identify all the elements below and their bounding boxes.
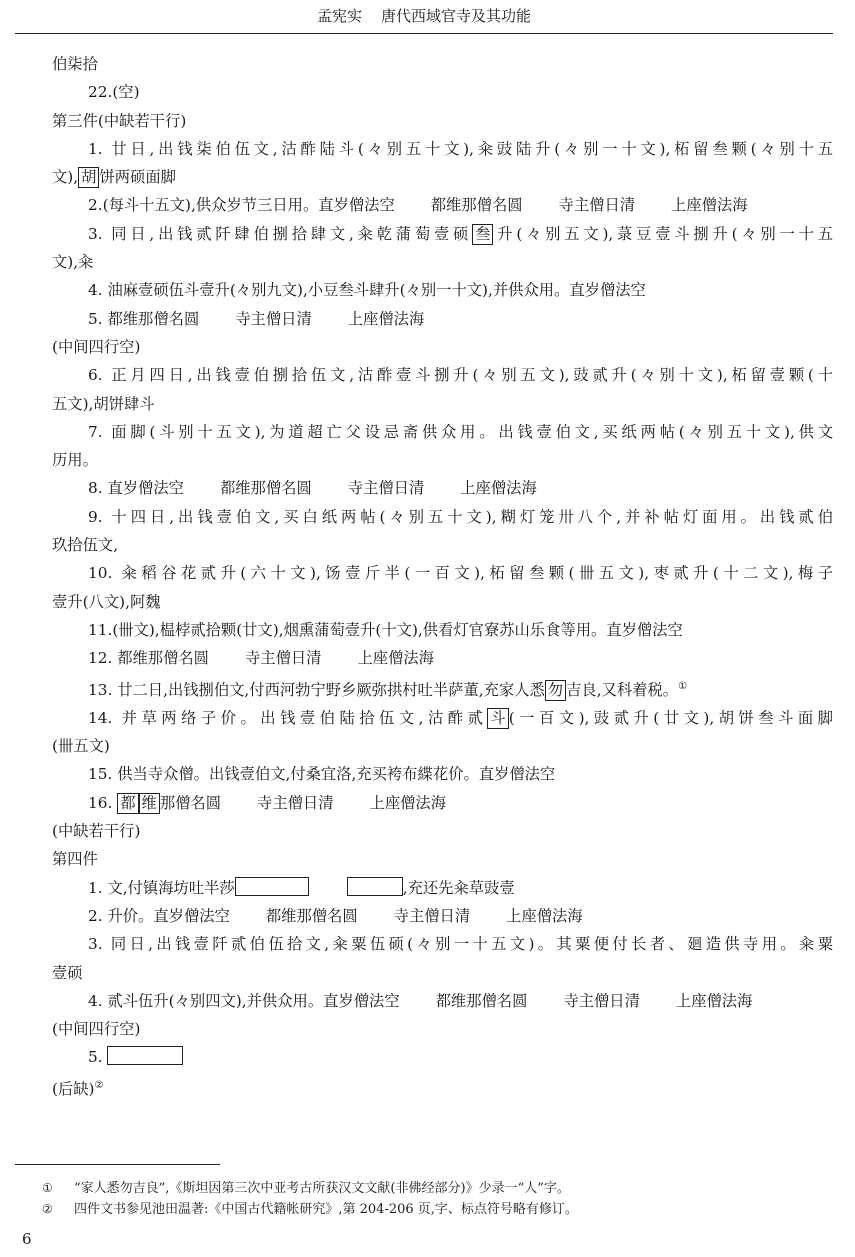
text-line: 五文),胡饼肆斗 — [52, 394, 155, 413]
text-segment: 13. 廿二日,出钱捌伯文,付西河勃宁野乡厥弥拱村吐半萨董,充家人悉 — [88, 680, 545, 699]
text-line — [52, 902, 833, 930]
text-line: 历用。 — [52, 451, 98, 470]
text-segment: 寺主僧日清 — [244, 649, 322, 668]
text-line — [52, 644, 833, 672]
text-line: (卌五文) — [52, 737, 110, 756]
text-segment: 都维那僧名圆 — [435, 991, 528, 1010]
text-segment: 寺主僧日清 — [393, 906, 471, 925]
text-segment: (后缺) — [52, 1079, 95, 1098]
text-line: 伯柒拾 — [52, 55, 98, 73]
text-line — [52, 163, 833, 191]
text-line: 9. 十四日,出钱壹伯文,买白纸两帖(々别五十文),糊灯笼卅八个,并补帖灯面用。出钱贰伯 — [88, 507, 833, 526]
text-line: 文),籴 — [52, 253, 94, 272]
header-title: 唐代西域官寺及其功能 — [381, 7, 532, 25]
text-line: 10. 籴稻谷花贰升(六十文),饧壹斤半(一百文),柘留叁颗(卌五文),枣贰升(十二文),梅子 — [88, 564, 833, 583]
text-segment: 吉良,又科着税。 — [566, 680, 679, 699]
section-heading: 第四件 — [52, 850, 98, 869]
text-segment: ,充还先籴草豉壹 — [402, 878, 515, 897]
text-line — [52, 704, 833, 732]
text-segment: 8. 直岁僧法空 — [88, 479, 184, 498]
text-line: (中间四行空) — [52, 1020, 141, 1039]
text-line: 玖拾伍文, — [52, 536, 119, 555]
text-line: (中缺若干行) — [52, 822, 141, 841]
text-line — [52, 673, 833, 704]
text-segment: 寺主僧日清 — [257, 793, 334, 812]
boxed-character: 斗 — [487, 708, 508, 729]
text-segment: 3. 同日,出钱贰阡肆伯捌拾肆文,籴乾蒲萄壹硕 — [88, 224, 473, 243]
text-segment: 上座僧法海 — [357, 649, 434, 668]
text-segment: 文), — [52, 168, 79, 187]
text-segment: 1. 文,付镇海坊吐半莎 — [88, 878, 235, 897]
text-line — [52, 1043, 833, 1071]
text-line — [52, 474, 833, 502]
text-segment: 上座僧法海 — [460, 479, 537, 498]
text-segment: 12. 都维那僧名圆 — [88, 649, 209, 668]
text-segment: 4. 贰斗伍升(々别四文),并供众用。直岁僧法空 — [88, 991, 400, 1010]
boxed-character: 叁 — [472, 224, 493, 245]
text-line — [52, 191, 833, 219]
header-author: 孟宪实 — [316, 7, 362, 25]
text-segment: 上座僧法海 — [671, 196, 748, 215]
text-segment: 都维那僧名圆 — [430, 196, 523, 215]
text-segment: 上座僧法海 — [347, 309, 425, 328]
text-line: 1. 廿日,出钱柒伯伍文,沽酢陆斗(々别五十文),籴豉陆升(々别一十文),柘留叁颗(々别十五 — [88, 139, 833, 158]
boxed-character: 都 — [117, 793, 138, 814]
footnote — [42, 1199, 833, 1220]
text-line — [52, 220, 833, 248]
text-line: 4. 油麻壹硕伍斗壹升(々别九文),小豆叁斗肆升(々别一十文),并供众用。直岁僧法空 — [88, 281, 646, 300]
footnote-text: 四件文书参见池田温著:《中国古代籍帐研究》,第 204-206 页,字、标点符号略有修订。 — [74, 1202, 578, 1217]
text-segment: 寺主僧日清 — [558, 196, 636, 215]
text-segment: 饼两硕面脚 — [99, 168, 176, 187]
text-line: 壹硕 — [52, 963, 83, 982]
text-segment: 升(々别五文),菉豆壹斗捌升(々别一十五 — [493, 224, 833, 243]
footnote-mark: ② — [42, 1202, 53, 1216]
footnote-ref: ② — [94, 1079, 104, 1091]
text-segment: 寺主僧日清 — [563, 991, 640, 1010]
footnote-mark: ① — [42, 1181, 53, 1195]
footnote — [42, 1178, 833, 1199]
text-segment: 14. 并草两络子价。出钱壹伯陆拾伍文,沽酢贰 — [88, 708, 488, 727]
text-line: 3. 同日,出钱壹阡贰伯伍拾文,籴粟伍硕(々别一十五文)。其粟便付长者、廻造供寺用。籴粟 — [88, 935, 833, 954]
text-line — [52, 305, 833, 333]
boxed-character: 勿 — [545, 680, 566, 701]
text-segment: 2. 升价。直岁僧法空 — [88, 906, 230, 925]
text-segment: 16. — [88, 793, 113, 812]
text-segment: (一百文),豉贰升(廿文),胡饼叁斗面脚 — [508, 708, 833, 727]
text-segment: 2.(每斗十五文),供众岁节三日用。直岁僧法空 — [88, 196, 395, 215]
footnote-ref: ① — [678, 680, 688, 692]
lacuna-box — [347, 877, 403, 896]
page-number: 6 — [22, 1230, 32, 1248]
footnotes — [42, 1178, 833, 1220]
text-segment: 都维那僧名圆 — [219, 479, 312, 498]
boxed-character: 维 — [139, 793, 160, 814]
text-segment: 上座僧法海 — [369, 793, 447, 812]
lacuna-box — [107, 1046, 183, 1065]
text-line — [52, 874, 833, 902]
text-line: 11.(卌文),榅桲贰拾颗(廿文),烟熏蒲萄壹升(十文),供看灯官寮苏山乐食等用。直岁僧法空 — [88, 620, 683, 639]
text-line: 15. 供当寺众僧。出钱壹伯文,付桑宜洛,充买袴布緤花价。直岁僧法空 — [88, 765, 556, 784]
running-header — [15, 0, 833, 34]
footnote-text: “家人悉勿吉良”,《斯坦因第三次中亚考古所获汉文文献(非佛经部分)》少录一“人”字。 — [74, 1181, 570, 1196]
text-segment: 上座僧法海 — [675, 991, 753, 1010]
text-segment: 寺主僧日清 — [347, 479, 425, 498]
lacuna-box — [235, 877, 309, 896]
text-segment: 都维那僧名圆 — [265, 906, 358, 925]
boxed-character: 胡 — [78, 167, 99, 188]
text-segment: 那僧名圆 — [159, 793, 222, 812]
text-line — [52, 1072, 833, 1103]
text-line: 22.(空) — [88, 83, 140, 102]
text-line: (中间四行空) — [52, 337, 141, 356]
document-body — [52, 50, 833, 1103]
text-line — [52, 789, 833, 817]
text-line — [52, 987, 833, 1015]
text-segment: 5. 都维那僧名圆 — [88, 309, 200, 328]
text-line: 7. 面脚(斗别十五文),为道超亡父设忌斋供众用。出钱壹伯文,买纸两帖(々别五十文),供文 — [88, 422, 833, 441]
section-heading: 第三件(中缺若干行) — [52, 111, 187, 130]
footnote-divider — [15, 1164, 220, 1165]
text-segment: 5. — [88, 1048, 103, 1067]
text-line: 壹升(八文),阿魏 — [52, 592, 161, 611]
text-line: 6. 正月四日,出钱壹伯捌拾伍文,沽酢壹斗捌升(々别五文),豉贰升(々别十文),柘留壹颗(十 — [88, 366, 833, 385]
text-segment: 上座僧法海 — [506, 906, 583, 925]
text-segment: 寺主僧日清 — [235, 309, 312, 328]
